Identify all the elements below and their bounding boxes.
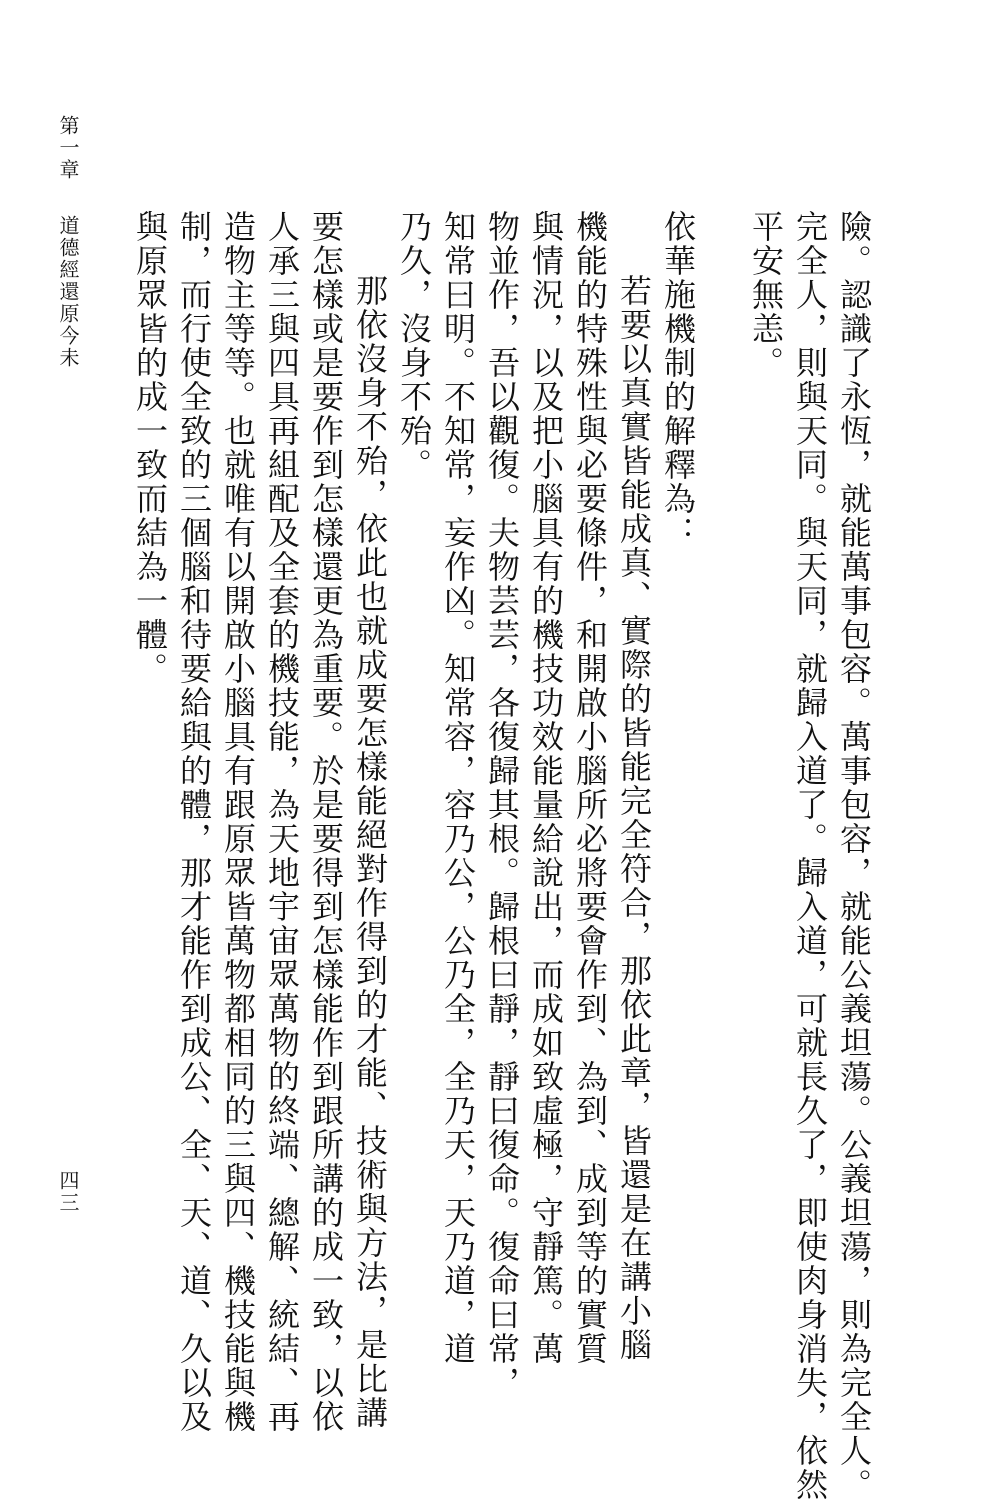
text-column: 造物主等等。也就唯有以開啟小腦具有跟原眾皆萬物都相同的三與四、機技能與機: [219, 210, 257, 1434]
text-column: 要怎樣或是要作到怎樣還更為重要。於是要得到怎樣能作到跟所講的成一致，以依: [307, 210, 345, 1434]
text-column: 知常曰明。不知常，妄作凶。知常容，容乃公，公乃全，全乃天，天乃道，道: [439, 210, 477, 1366]
page-number: 四三: [56, 1170, 80, 1214]
text-column: 與原眾皆的成一致而結為一體。: [131, 210, 169, 686]
book-title: 道德經還原今未: [56, 215, 80, 369]
chapter-label: 第一章: [56, 115, 80, 181]
section-heading: 依華施機制的解釋為：: [659, 210, 697, 550]
text-column: 物並作，吾以觀復。夫物芸芸，各復歸其根。歸根曰靜，靜曰復命。復命曰常，: [483, 210, 521, 1400]
text-column: 人承三與四具再組配及全套的機技能，為天地宇宙眾萬物的終端、總解、統結、再: [263, 210, 301, 1434]
text-column: 平安無恙。: [747, 210, 785, 380]
text-column: 那依沒身不殆，依此也就成要怎樣能絕對作得到的才能、技術與方法，是比講: [351, 240, 389, 1430]
text-column: 完全人，則與天同。與天同，就歸入道了。歸入道，可就長久了，即使肉身消失，依然: [791, 210, 829, 1502]
text-column: 險。認識了永恆，就能萬事包容。萬事包容，就能公義坦蕩。公義坦蕩，則為完全人。: [835, 210, 873, 1502]
text-column: 若要以真實皆能成真、實際的皆能完全符合，那依此章，皆還是在講小腦: [615, 240, 653, 1362]
text-column: 與情況，以及把小腦具有的機技功效能量給說出，而成如致虛極，守靜篤。萬: [527, 210, 565, 1366]
running-header: [58, 115, 78, 369]
text-column: 乃久，沒身不殆。: [395, 210, 433, 482]
text-column: 制，而行使全致的三個腦和待要給與的體，那才能作到成公、全、天、道、久以及: [175, 210, 213, 1434]
text-column: 機能的特殊性與必要條件，和開啟小腦所必將要會作到、為到、成到等的實質: [571, 210, 609, 1366]
